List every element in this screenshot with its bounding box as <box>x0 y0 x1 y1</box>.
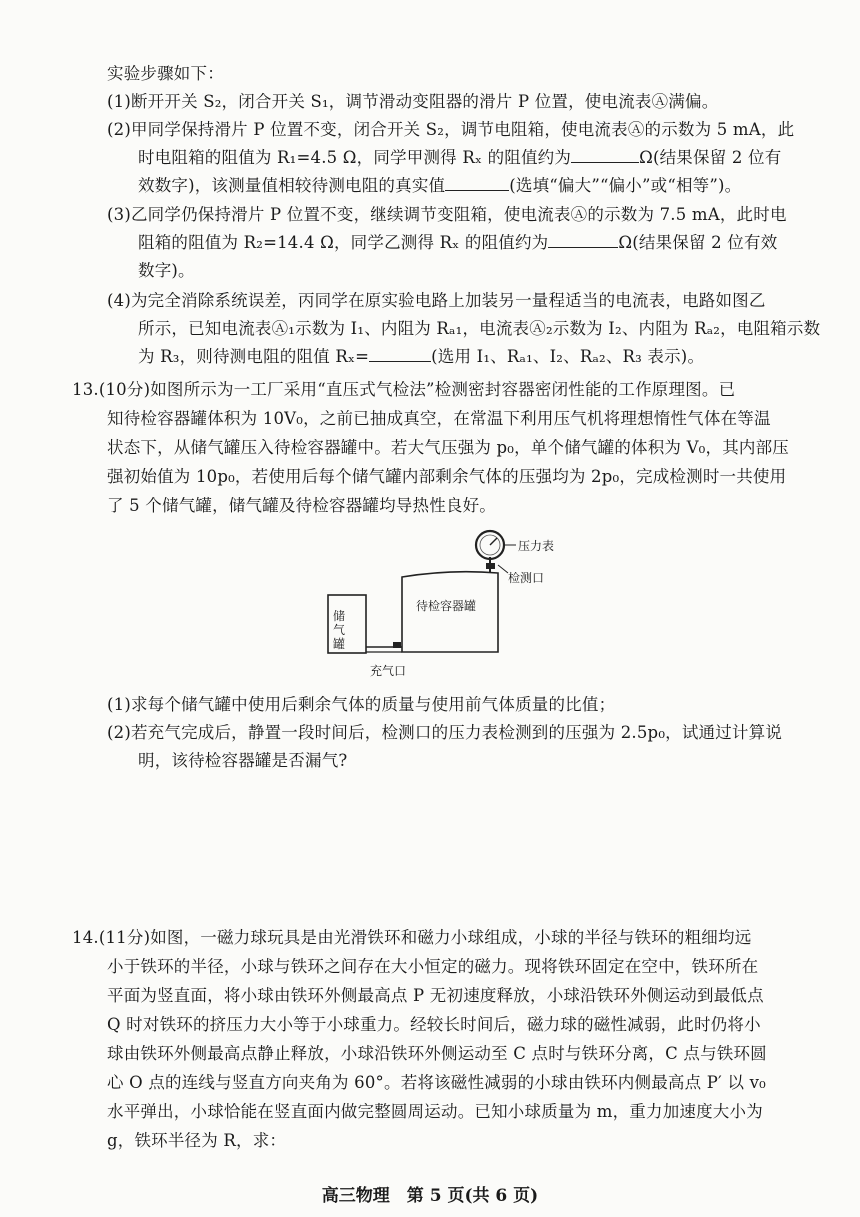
answer-blank-3[interactable] <box>548 231 618 248</box>
q12-step4-text-a: 为 R₃，则待测电阻的阻值 Rₓ= <box>138 347 370 366</box>
answer-blank-1[interactable] <box>571 146 639 163</box>
answer-blank-4[interactable] <box>369 345 431 362</box>
q14-line5: 球由铁环外侧最高点静止释放，小球沿铁环外侧运动至 C 点时与铁环分离，C 点与铁环圆 <box>107 1044 767 1063</box>
q12-step4-text-b: (选用 I₁、Rₐ₁、I₂、Rₐ₂、R₃ 表示)。 <box>431 347 705 366</box>
q12-step3-text-a: 阻箱的阻值为 R₂=14.4 Ω，同学乙测得 Rₓ 的阻值约为 <box>138 233 549 252</box>
test-port-valve <box>486 563 495 569</box>
q13-line3: 状态下，从储气罐压入待检容器罐中。若大气压强为 p₀，单个储气罐的体积为 V₀，其内部压 <box>107 438 789 457</box>
fill-port-label: 充气口 <box>370 664 407 678</box>
page-footer: 高三物理 第 5 页(共 6 页) <box>321 1186 539 1206</box>
q13-part2-line1: (2)若充气完成后，静置一段时间后，检测口的压力表检测到的压强为 2.5p₀，试通过计算说 <box>107 723 783 742</box>
fill-valve <box>393 642 401 648</box>
steps-heading: 实验步骤如下： <box>107 64 224 83</box>
storage-tank-label: 储气罐 <box>333 609 346 651</box>
q14-line8: g，铁环半径为 R，求： <box>107 1131 287 1150</box>
q12-step2-text-b: Ω(结果保留 2 位有 <box>639 148 782 167</box>
test-port-label: 检测口 <box>508 571 545 585</box>
q12-step3-line3: 数字)。 <box>138 261 195 280</box>
q12-step4-line3 <box>138 345 704 369</box>
q12-step2-text-c: 效数字)，该测量值相较待测电阻的真实值 <box>138 176 446 195</box>
q14-line6: 心 O 点的连线与竖直方向夹角为 60°。若将该磁性减弱的小球由铁环内侧最高点 P′ 以 v₀ <box>107 1073 766 1092</box>
q13-part1: (1)求每个储气罐中使用后剩余气体的质量与使用前气体质量的比值； <box>107 695 616 714</box>
q12-step4-line1: (4)为完全消除系统误差，丙同学在原实验电路上加装另一量程适当的电流表，电路如图乙 <box>107 291 766 310</box>
q14-line4: Q 时对铁环的挤压力大小等于小球重力。经较长时间后，磁力球的磁性减弱，此时仍将小 <box>107 1015 761 1034</box>
q14-line2: 小于铁环的半径，小球与铁环之间存在大小恒定的磁力。现将铁环固定在空中，铁环所在 <box>107 957 759 976</box>
gauge-label: 压力表 <box>518 539 555 553</box>
q12-step2-text-d: (选填“偏大”“偏小”或“相等”)。 <box>509 176 742 195</box>
q12-step2-line3 <box>138 174 741 198</box>
q12-step3-line1: (3)乙同学仍保持滑片 P 位置不变，继续调节变阻箱，使电流表Ⓐ的示数为 7.5 mA，此时电 <box>107 205 787 224</box>
q12-step1: (1)断开开关 S₂，闭合开关 S₁，调节滑动变阻器的滑片 P 位置，使电流表Ⓐ满偏。 <box>107 92 719 111</box>
q13-line2: 知待检容器罐体积为 10V₀，之前已抽成真空，在常温下利用压气机将理想惰性气体在等温 <box>107 409 771 428</box>
q12-step3-line2 <box>138 231 777 255</box>
q13-line5: 了 5 个储气罐，储气罐及待检容器罐均导热性良好。 <box>107 496 496 515</box>
q13-part2-line2: 明，该待检容器罐是否漏气? <box>138 751 348 770</box>
gas-test-diagram <box>320 525 560 690</box>
q14-line1: 14.(11分)如图，一磁力球玩具是由光滑铁环和磁力小球组成，小球的半径与铁环的粗细均远 <box>72 928 752 947</box>
q13-line4: 强初始值为 10p₀，若使用后每个储气罐内部剩余气体的压强均为 2p₀，完成检测时一共使用 <box>107 467 787 486</box>
q12-step4-line2: 所示，已知电流表Ⓐ₁示数为 I₁、内阻为 Rₐ₁，电流表Ⓐ₂示数为 I₂、内阻为 Rₐ₂，电阻箱示数 <box>138 319 821 338</box>
q12-step2-line1: (2)甲同学保持滑片 P 位置不变，闭合开关 S₂，调节电阻箱，使电流表Ⓐ的示数为 5 mA，此 <box>107 120 795 139</box>
q13-line1: 13.(10分)如图所示为一工厂采用“直压式气检法”检测密封容器密闭性能的工作原理图。已 <box>72 380 736 399</box>
test-tank-label: 待检容器罐 <box>416 599 477 613</box>
q14-line7: 水平弹出，小球恰能在竖直面内做完整圆周运动。已知小球质量为 m，重力加速度大小为 <box>107 1102 763 1121</box>
q14-line3: 平面为竖直面，将小球由铁环外侧最高点 P 无初速度释放，小球沿铁环外侧运动到最低点 <box>107 986 764 1005</box>
answer-blank-2[interactable] <box>445 174 509 191</box>
q12-step2-line2 <box>138 146 781 170</box>
q12-step2-text-a: 时电阻箱的阻值为 R₁=4.5 Ω，同学甲测得 Rₓ 的阻值约为 <box>138 148 572 167</box>
q12-step3-text-b: Ω(结果保留 2 位有效 <box>618 233 778 252</box>
